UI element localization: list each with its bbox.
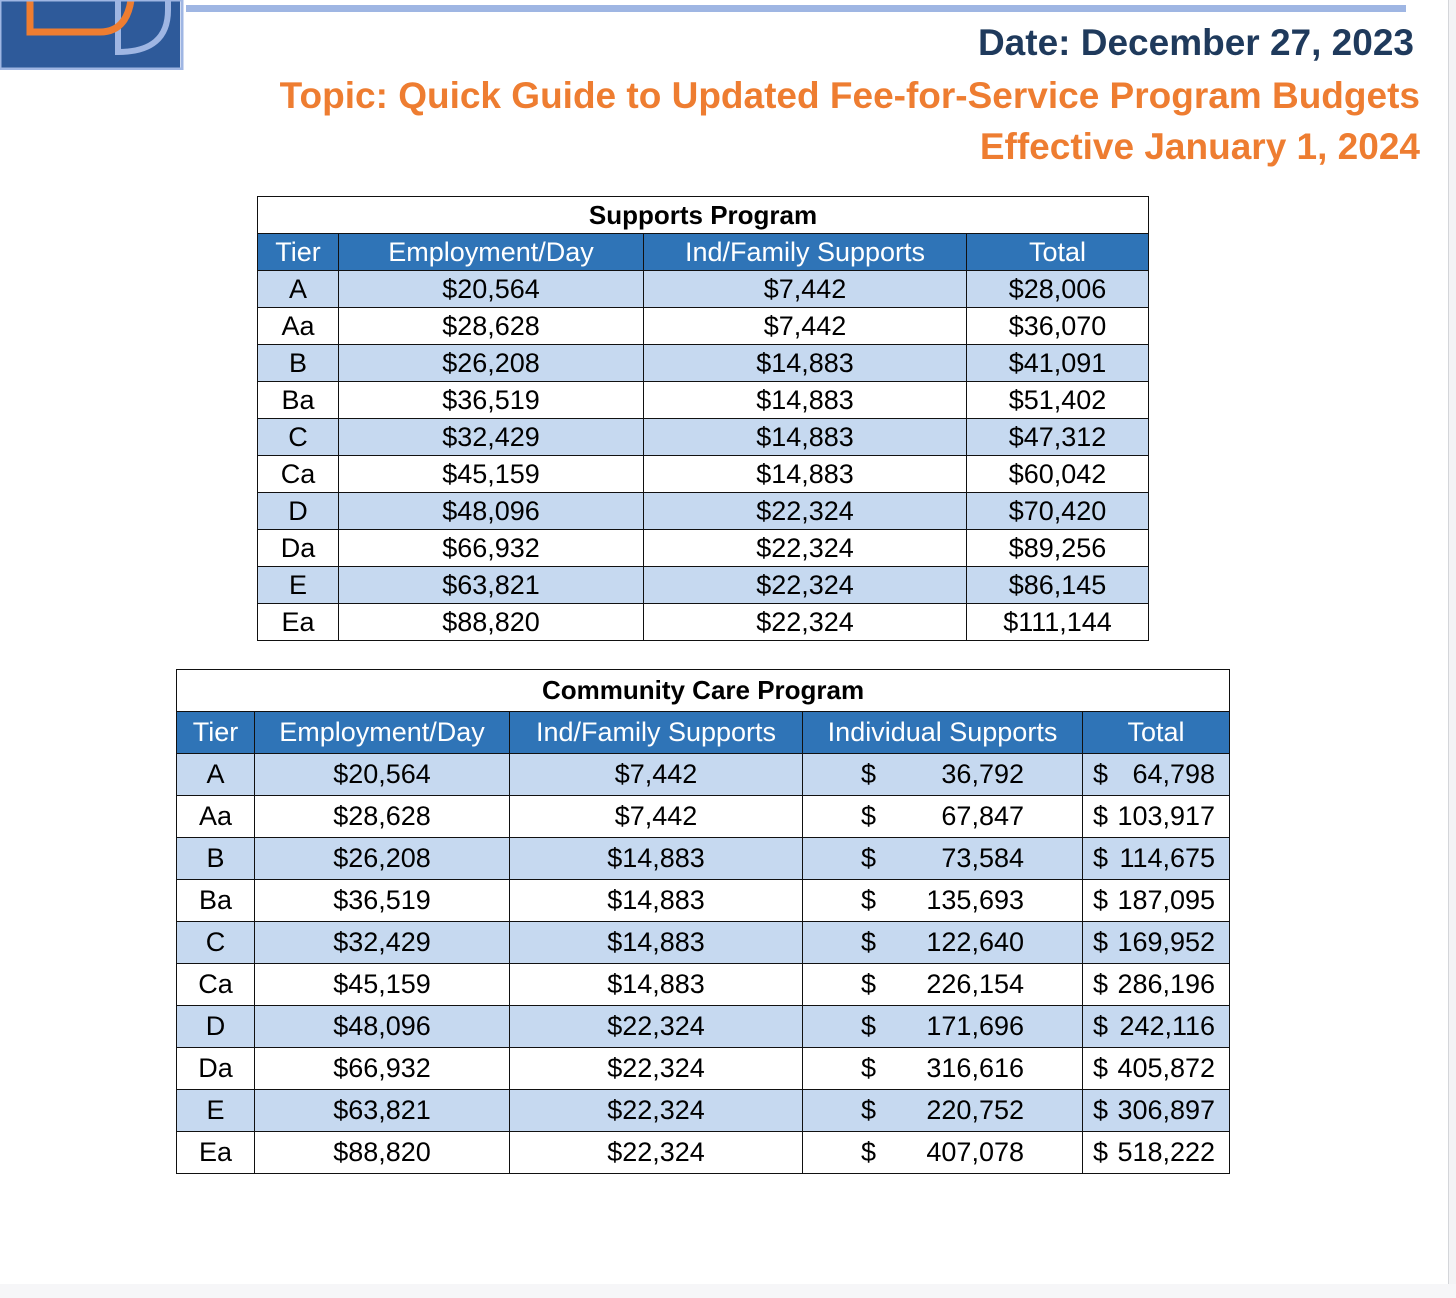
amount-value: 135,693 — [926, 885, 1024, 915]
total-cell: $89,256 — [967, 530, 1149, 567]
currency-symbol: $ — [861, 801, 877, 831]
total-cell: $86,145 — [967, 567, 1149, 604]
column-header: Ind/Family Supports — [510, 712, 803, 754]
individual-supports-cell — [803, 880, 1083, 922]
total-cell: $28,006 — [967, 271, 1149, 308]
table-row — [177, 922, 1230, 964]
employment-day-cell: $20,564 — [339, 271, 644, 308]
tier-cell: D — [177, 1006, 255, 1048]
amount-value: 67,847 — [941, 801, 1024, 831]
total-cell: $60,042 — [967, 456, 1149, 493]
tier-cell: Ca — [177, 964, 255, 1006]
ind-family-supports-cell: $14,883 — [510, 964, 803, 1006]
amount-value: 171,696 — [926, 1011, 1024, 1041]
employment-day-cell: $20,564 — [255, 754, 510, 796]
amount-value: 122,640 — [926, 927, 1024, 957]
table-row — [177, 796, 1230, 838]
employment-day-cell: $28,628 — [339, 308, 644, 345]
column-header: Total — [967, 234, 1149, 271]
table-row — [258, 604, 1149, 641]
table-row — [258, 567, 1149, 604]
currency-symbol: $ — [1093, 927, 1109, 957]
tier-cell: Aa — [177, 796, 255, 838]
employment-day-cell: $26,208 — [339, 345, 644, 382]
column-header: Employment/Day — [339, 234, 644, 271]
individual-supports-cell — [803, 964, 1083, 1006]
individual-supports-cell — [803, 838, 1083, 880]
amount-value: 169,952 — [1117, 927, 1216, 957]
total-cell: $111,144 — [967, 604, 1149, 641]
employment-day-cell: $63,821 — [255, 1090, 510, 1132]
header-rule — [186, 5, 1406, 12]
table-row — [258, 530, 1149, 567]
total-cell: $41,091 — [967, 345, 1149, 382]
individual-supports-cell — [803, 1090, 1083, 1132]
employment-day-cell: $66,932 — [255, 1048, 510, 1090]
amount-value: 220,752 — [926, 1095, 1024, 1125]
employment-day-cell: $88,820 — [339, 604, 644, 641]
ind-family-supports-cell: $14,883 — [644, 345, 967, 382]
amount-value: 114,675 — [1119, 843, 1216, 873]
tier-cell: Da — [258, 530, 339, 567]
employment-day-cell: $28,628 — [255, 796, 510, 838]
employment-day-cell: $48,096 — [255, 1006, 510, 1048]
table-title: Community Care Program — [177, 670, 1230, 712]
currency-symbol: $ — [861, 1011, 877, 1041]
ind-family-supports-cell: $14,883 — [510, 838, 803, 880]
currency-symbol: $ — [861, 843, 877, 873]
ind-family-supports-cell: $22,324 — [644, 493, 967, 530]
tier-cell: Ea — [258, 604, 339, 641]
table-row — [177, 1006, 1230, 1048]
community-care-program-table — [176, 669, 1230, 1174]
tier-cell: B — [258, 345, 339, 382]
currency-symbol: $ — [861, 759, 877, 789]
employment-day-cell: $26,208 — [255, 838, 510, 880]
tier-cell: Aa — [258, 308, 339, 345]
amount-value: 518,222 — [1117, 1137, 1216, 1167]
ind-family-supports-cell: $14,883 — [644, 419, 967, 456]
employment-day-cell: $45,159 — [255, 964, 510, 1006]
total-cell — [1083, 1006, 1230, 1048]
amount-value: 64,798 — [1132, 759, 1216, 789]
total-cell — [1083, 1132, 1230, 1174]
total-cell: $51,402 — [967, 382, 1149, 419]
amount-value: 36,792 — [941, 759, 1024, 789]
logo-icon — [0, 0, 184, 70]
tier-cell: Ca — [258, 456, 339, 493]
employment-day-cell: $36,519 — [255, 880, 510, 922]
tier-cell: D — [258, 493, 339, 530]
amount-value: 316,616 — [926, 1053, 1024, 1083]
tier-cell: B — [177, 838, 255, 880]
table-row — [177, 1048, 1230, 1090]
total-cell: $36,070 — [967, 308, 1149, 345]
individual-supports-cell — [803, 796, 1083, 838]
individual-supports-cell — [803, 1006, 1083, 1048]
ind-family-supports-cell: $14,883 — [644, 456, 967, 493]
total-cell — [1083, 838, 1230, 880]
individual-supports-cell — [803, 754, 1083, 796]
currency-symbol: $ — [861, 1137, 877, 1167]
ind-family-supports-cell: $22,324 — [644, 567, 967, 604]
total-cell — [1083, 922, 1230, 964]
total-cell — [1083, 1048, 1230, 1090]
tier-cell: Da — [177, 1048, 255, 1090]
ind-family-supports-cell: $7,442 — [644, 271, 967, 308]
amount-value: 405,872 — [1117, 1053, 1216, 1083]
individual-supports-cell — [803, 922, 1083, 964]
column-header: Ind/Family Supports — [644, 234, 967, 271]
employment-day-cell: $45,159 — [339, 456, 644, 493]
ind-family-supports-cell: $14,883 — [510, 922, 803, 964]
tier-cell: C — [177, 922, 255, 964]
table-row — [177, 754, 1230, 796]
currency-symbol: $ — [1093, 1137, 1109, 1167]
currency-symbol: $ — [1093, 1053, 1109, 1083]
amount-value: 73,584 — [941, 843, 1024, 873]
ind-family-supports-cell: $7,442 — [644, 308, 967, 345]
ind-family-supports-cell: $22,324 — [510, 1006, 803, 1048]
table-row — [177, 964, 1230, 1006]
tier-cell: Ba — [258, 382, 339, 419]
tier-cell: E — [258, 567, 339, 604]
total-cell — [1083, 1090, 1230, 1132]
tier-cell: E — [177, 1090, 255, 1132]
employment-day-cell: $48,096 — [339, 493, 644, 530]
table-row — [258, 308, 1149, 345]
table-row — [258, 271, 1149, 308]
table-row — [177, 838, 1230, 880]
total-cell — [1083, 754, 1230, 796]
total-cell — [1083, 964, 1230, 1006]
tier-cell: A — [177, 754, 255, 796]
total-cell: $47,312 — [967, 419, 1149, 456]
amount-value: 407,078 — [926, 1137, 1024, 1167]
table-row — [258, 382, 1149, 419]
amount-value: 187,095 — [1117, 885, 1216, 915]
page-edge — [1448, 0, 1456, 1298]
currency-symbol: $ — [1093, 759, 1109, 789]
column-header: Tier — [177, 712, 255, 754]
ind-family-supports-cell: $22,324 — [644, 604, 967, 641]
ind-family-supports-cell: $14,883 — [644, 382, 967, 419]
currency-symbol: $ — [861, 885, 877, 915]
column-header: Total — [1083, 712, 1230, 754]
currency-symbol: $ — [1093, 801, 1109, 831]
employment-day-cell: $32,429 — [255, 922, 510, 964]
currency-symbol: $ — [861, 1053, 877, 1083]
individual-supports-cell — [803, 1048, 1083, 1090]
currency-symbol: $ — [861, 927, 877, 957]
ind-family-supports-cell: $22,324 — [510, 1132, 803, 1174]
employment-day-cell: $36,519 — [339, 382, 644, 419]
table-row — [177, 880, 1230, 922]
amount-value: 226,154 — [926, 969, 1024, 999]
currency-symbol: $ — [1093, 885, 1109, 915]
table-row — [177, 1090, 1230, 1132]
amount-value: 306,897 — [1117, 1095, 1216, 1125]
page-edge-line — [1448, 0, 1449, 1298]
total-cell — [1083, 796, 1230, 838]
table-row — [258, 345, 1149, 382]
currency-symbol: $ — [1093, 1095, 1109, 1125]
supports-program-table — [257, 196, 1149, 641]
tier-cell: C — [258, 419, 339, 456]
tier-cell: Ea — [177, 1132, 255, 1174]
total-cell — [1083, 880, 1230, 922]
tier-cell: Ba — [177, 880, 255, 922]
tier-cell: A — [258, 271, 339, 308]
ind-family-supports-cell: $22,324 — [510, 1048, 803, 1090]
amount-value: 286,196 — [1117, 969, 1216, 999]
currency-symbol: $ — [1093, 843, 1109, 873]
currency-symbol: $ — [1093, 969, 1109, 999]
employment-day-cell: $88,820 — [255, 1132, 510, 1174]
table-row — [258, 419, 1149, 456]
ind-family-supports-cell: $7,442 — [510, 796, 803, 838]
total-cell: $70,420 — [967, 493, 1149, 530]
ind-family-supports-cell: $22,324 — [644, 530, 967, 567]
document-topic: Topic: Quick Guide to Updated Fee-for-Service Program Budgets — [279, 75, 1420, 116]
amount-value: 242,116 — [1119, 1011, 1216, 1041]
effective-date: Effective January 1, 2024 — [979, 126, 1420, 167]
ind-family-supports-cell: $14,883 — [510, 880, 803, 922]
ind-family-supports-cell: $7,442 — [510, 754, 803, 796]
column-header: Tier — [258, 234, 339, 271]
ind-family-supports-cell: $22,324 — [510, 1090, 803, 1132]
employment-day-cell: $32,429 — [339, 419, 644, 456]
currency-symbol: $ — [861, 969, 877, 999]
column-header: Employment/Day — [255, 712, 510, 754]
table-row — [258, 456, 1149, 493]
table-row — [177, 1132, 1230, 1174]
page-bottom-strip — [0, 1284, 1456, 1298]
table-title: Supports Program — [258, 197, 1149, 234]
employment-day-cell: $63,821 — [339, 567, 644, 604]
amount-value: 103,917 — [1117, 801, 1216, 831]
currency-symbol: $ — [861, 1095, 877, 1125]
table-row — [258, 493, 1149, 530]
document-date: Date: December 27, 2023 — [977, 22, 1414, 63]
employment-day-cell: $66,932 — [339, 530, 644, 567]
currency-symbol: $ — [1093, 1011, 1109, 1041]
column-header: Individual Supports — [803, 712, 1083, 754]
individual-supports-cell — [803, 1132, 1083, 1174]
